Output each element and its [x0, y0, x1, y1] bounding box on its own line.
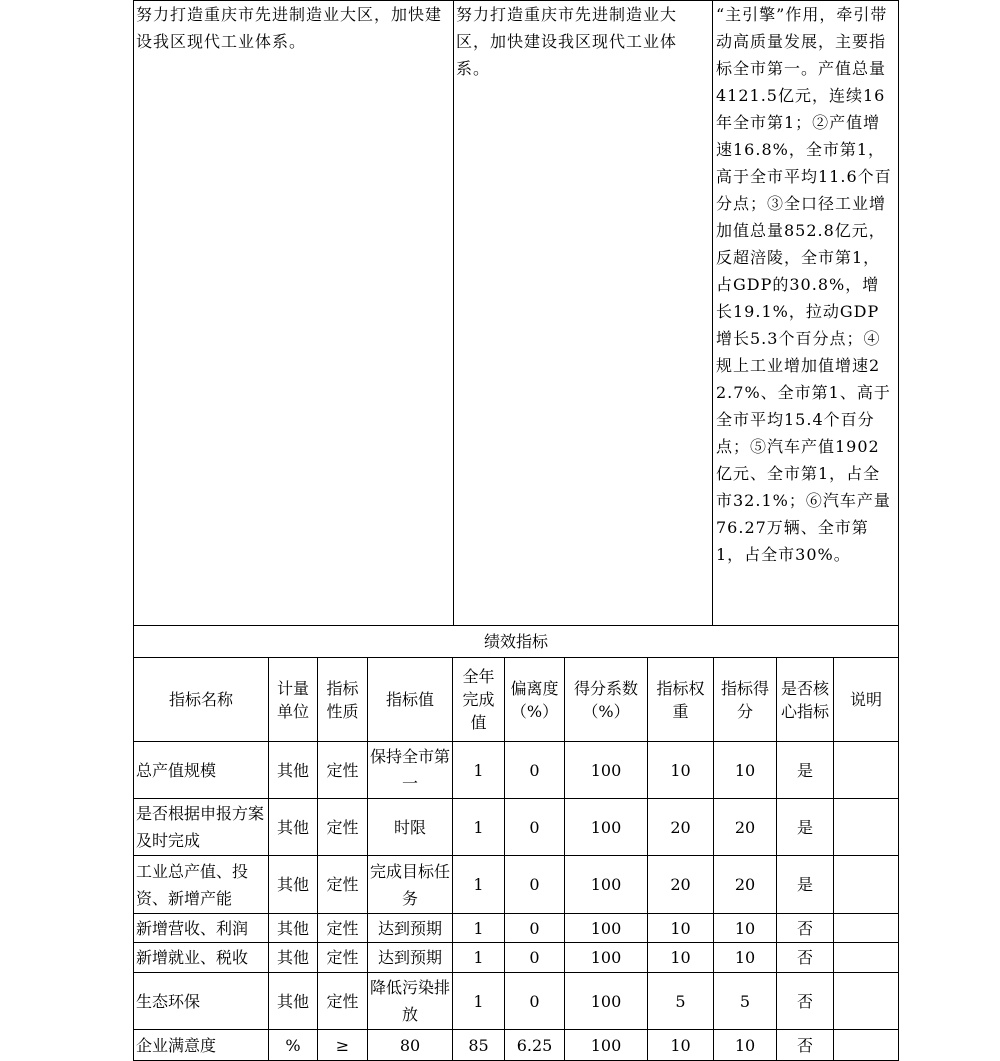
header-name: 指标名称	[134, 658, 269, 742]
row-deviation: 0	[505, 856, 565, 914]
table-row	[134, 943, 899, 973]
row-score: 10	[714, 914, 777, 943]
section-title: 绩效指标	[134, 626, 899, 658]
row-weight: 10	[648, 943, 714, 973]
row-score: 10	[714, 742, 777, 799]
header-score: 指标得分	[714, 658, 777, 742]
row-target: 达到预期	[368, 943, 453, 973]
row-name: 工业总产值、投资、新增产能	[134, 856, 269, 914]
row-core: 否	[777, 1030, 834, 1061]
header-actual: 全年完成值	[453, 658, 505, 742]
row-deviation: 0	[505, 742, 565, 799]
indicators-table	[133, 625, 899, 1061]
row-score: 20	[714, 856, 777, 914]
table-row	[134, 914, 899, 943]
header-nature: 指标性质	[318, 658, 368, 742]
row-name: 总产值规模	[134, 742, 269, 799]
row-actual: 1	[453, 943, 505, 973]
row-nature: 定性	[318, 856, 368, 914]
table-row	[134, 799, 899, 856]
row-weight: 10	[648, 1030, 714, 1061]
actual-completion-cell: 努力打造重庆市先进制造业大区，加快建设我区现代工业体系。	[454, 1, 713, 626]
header-note: 说明	[834, 658, 899, 742]
row-target: 时限	[368, 799, 453, 856]
row-nature: 定性	[318, 742, 368, 799]
row-deviation: 0	[505, 973, 565, 1030]
row-deviation: 6.25	[505, 1030, 565, 1061]
row-name: 企业满意度	[134, 1030, 269, 1061]
row-nature: 定性	[318, 799, 368, 856]
row-coef: 100	[565, 914, 648, 943]
row-core: 否	[777, 914, 834, 943]
row-target: 降低污染排放	[368, 973, 453, 1030]
row-name: 新增营收、利润	[134, 914, 269, 943]
row-score: 20	[714, 799, 777, 856]
row-coef: 100	[565, 856, 648, 914]
header-core: 是否核心指标	[777, 658, 834, 742]
header-deviation: 偏离度（%）	[505, 658, 565, 742]
row-unit: 其他	[269, 856, 318, 914]
row-target: 达到预期	[368, 914, 453, 943]
row-core: 否	[777, 973, 834, 1030]
row-actual: 1	[453, 742, 505, 799]
row-actual: 1	[453, 914, 505, 943]
row-note	[834, 799, 899, 856]
row-actual: 85	[453, 1030, 505, 1061]
row-name: 新增就业、税收	[134, 943, 269, 973]
row-weight: 20	[648, 856, 714, 914]
goal-table	[133, 0, 899, 626]
row-note	[834, 742, 899, 799]
row-target: 保持全市第一	[368, 742, 453, 799]
row-coef: 100	[565, 943, 648, 973]
row-unit: 其他	[269, 973, 318, 1030]
header-weight: 指标权重	[648, 658, 714, 742]
row-core: 是	[777, 856, 834, 914]
row-target: 完成目标任务	[368, 856, 453, 914]
row-score: 10	[714, 943, 777, 973]
row-actual: 1	[453, 856, 505, 914]
row-score: 5	[714, 973, 777, 1030]
row-unit: 其他	[269, 799, 318, 856]
header-target: 指标值	[368, 658, 453, 742]
row-weight: 10	[648, 742, 714, 799]
row-deviation: 0	[505, 914, 565, 943]
row-name: 是否根据申报方案及时完成	[134, 799, 269, 856]
header-row	[134, 658, 899, 742]
row-core: 否	[777, 943, 834, 973]
row-core: 是	[777, 742, 834, 799]
row-score: 10	[714, 1030, 777, 1061]
row-weight: 10	[648, 914, 714, 943]
row-weight: 5	[648, 973, 714, 1030]
header-unit: 计量单位	[269, 658, 318, 742]
section-title-row	[134, 626, 899, 658]
row-note	[834, 856, 899, 914]
goal-row	[134, 1, 899, 626]
row-coef: 100	[565, 973, 648, 1030]
row-nature: ≥	[318, 1030, 368, 1061]
table-row	[134, 742, 899, 799]
row-coef: 100	[565, 799, 648, 856]
row-actual: 1	[453, 973, 505, 1030]
row-core: 是	[777, 799, 834, 856]
row-note	[834, 914, 899, 943]
performance-table-frame	[133, 0, 898, 1061]
table-row	[134, 1030, 899, 1061]
row-note	[834, 1030, 899, 1061]
row-unit: %	[269, 1030, 318, 1061]
row-deviation: 0	[505, 799, 565, 856]
row-unit: 其他	[269, 914, 318, 943]
row-nature: 定性	[318, 943, 368, 973]
row-note	[834, 973, 899, 1030]
row-nature: 定性	[318, 973, 368, 1030]
row-actual: 1	[453, 799, 505, 856]
table-row	[134, 856, 899, 914]
header-coef: 得分系数（%）	[565, 658, 648, 742]
row-unit: 其他	[269, 742, 318, 799]
row-unit: 其他	[269, 943, 318, 973]
annual-goal-cell: 努力打造重庆市先进制造业大区，加快建设我区现代工业体系。	[134, 1, 454, 626]
row-note	[834, 943, 899, 973]
row-target: 80	[368, 1030, 453, 1061]
row-coef: 100	[565, 1030, 648, 1061]
row-deviation: 0	[505, 943, 565, 973]
row-nature: 定性	[318, 914, 368, 943]
row-weight: 20	[648, 799, 714, 856]
row-name: 生态环保	[134, 973, 269, 1030]
table-row	[134, 973, 899, 1030]
completion-detail-cell: “主引擎”作用，牵引带动高质量发展，主要指标全市第一。产值总量4121.5亿元，连续16年全市第1；②产值增速16.8%，全市第1，高于全市平均11.6个百分点；③全口径工业增加值总量852.8亿元，反超涪陵，全市第1，占GDP的30.8%，增长19.1%，拉动GDP增长5.3个百分点；④规上工业增加值增速22.7%、全市第1、高于全市平均15.4个百分点；⑤汽车产值1902亿元、全市第1，占全市32.1%；⑥汽车产量76.27万辆、全市第1，占全市30%。	[713, 1, 899, 626]
row-coef: 100	[565, 742, 648, 799]
